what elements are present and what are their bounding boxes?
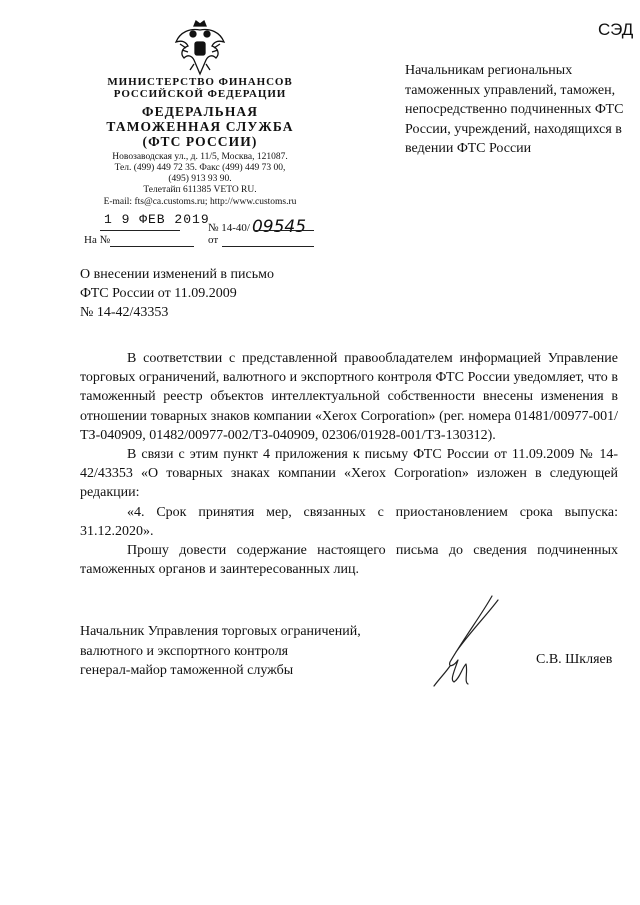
body-paragraph-1: В соответствии с представленной правообладателем информацией Управление торговых ограничений, валютного и экспортного контроля ФТС России уведомляет, что в таможенный реестр объектов интеллектуальной собственности внесены изменения в отношении товарных знаков компании «Xerox Corporation» (рег. номера 01481/00977-001/ТЗ-040909, 01482/00977-002/ТЗ-040909, 02306/01928-001/ТЗ-130312).: [80, 351, 618, 443]
reply-number-line: [110, 246, 194, 247]
subject-block: [80, 265, 380, 322]
reply-date-line: [222, 246, 314, 247]
ministry-line-2: РОССИЙСКОЙ ФЕДЕРАЦИИ: [113, 88, 287, 100]
email-line: E-mail: fts@ca.customs.ru; http://www.customs.ru: [103, 197, 297, 207]
body-paragraph-3: «4. Срок принятия мер, связанных с приостановлением срока выпуска: 31.12.2020».: [80, 504, 618, 539]
date-underline: [100, 230, 180, 231]
position-line-3: генерал-майор таможенной службы: [80, 663, 294, 678]
letter-body: [80, 349, 618, 579]
position-line-1: Начальник Управления торговых ограничений,: [80, 624, 361, 639]
coat-of-arms-icon: [172, 18, 228, 78]
body-paragraph-2: В связи с этим пункт 4 приложения к письму ФТС России от 11.09.2009 № 14-42/43353 «О товарных знаках компании «Xerox Corporation» изложен в следующей редакции:: [80, 447, 618, 501]
service-line-3: (ФТС РОССИИ): [142, 134, 258, 149]
subject-line-3: № 14-42/43353: [80, 305, 169, 320]
ministry-line-1: МИНИСТЕРСТВО ФИНАНСОВ: [107, 76, 293, 88]
body-paragraph-4: Прошу довести содержание настоящего письма до сведения подчиненных таможенных органов и заинтересованных лиц.: [80, 543, 618, 578]
number-prefix: № 14-40/: [208, 222, 250, 234]
number-underline: [254, 230, 314, 231]
signatory-position: [80, 622, 420, 681]
registration-date: 1 9 ФЕВ 2019: [104, 212, 210, 227]
reply-date-label: от: [208, 234, 219, 246]
address: Новозаводская ул., д. 11/5, Москва, 121087.: [112, 152, 288, 162]
service-line-2: ТАМОЖЕННАЯ СЛУЖБА: [106, 119, 294, 134]
subject-line-1: О внесении изменений в письмо: [80, 267, 274, 282]
service-name: [70, 104, 330, 149]
fax-2: (495) 913 93 90.: [168, 174, 232, 184]
contacts-block: [80, 152, 320, 196]
service-line-1: ФЕДЕРАЛЬНАЯ: [141, 104, 259, 119]
reply-to-number-label: На №: [84, 234, 111, 246]
phone-fax: Тел. (499) 449 72 35. Факс (499) 449 73 00,: [114, 163, 286, 173]
ministry-name: [70, 76, 330, 100]
sed-mark: СЭД: [598, 20, 634, 39]
addressee-block: Начальникам региональных таможенных управлений, таможен, непосредственно подчиненных ФТС России, учреждений, находящихся в ведении ФТС России: [405, 63, 624, 156]
registration-number: [208, 216, 306, 236]
teletype: Телетайп 611385 VETO RU.: [143, 185, 257, 195]
signatory-name: С.В. Шкляев: [536, 652, 613, 667]
number-handwritten: 09545: [251, 217, 307, 237]
handwritten-signature-icon: [420, 592, 530, 692]
subject-line-2: ФТС России от 11.09.2009: [80, 286, 237, 301]
position-line-2: валютного и экспортного контроля: [80, 643, 289, 659]
